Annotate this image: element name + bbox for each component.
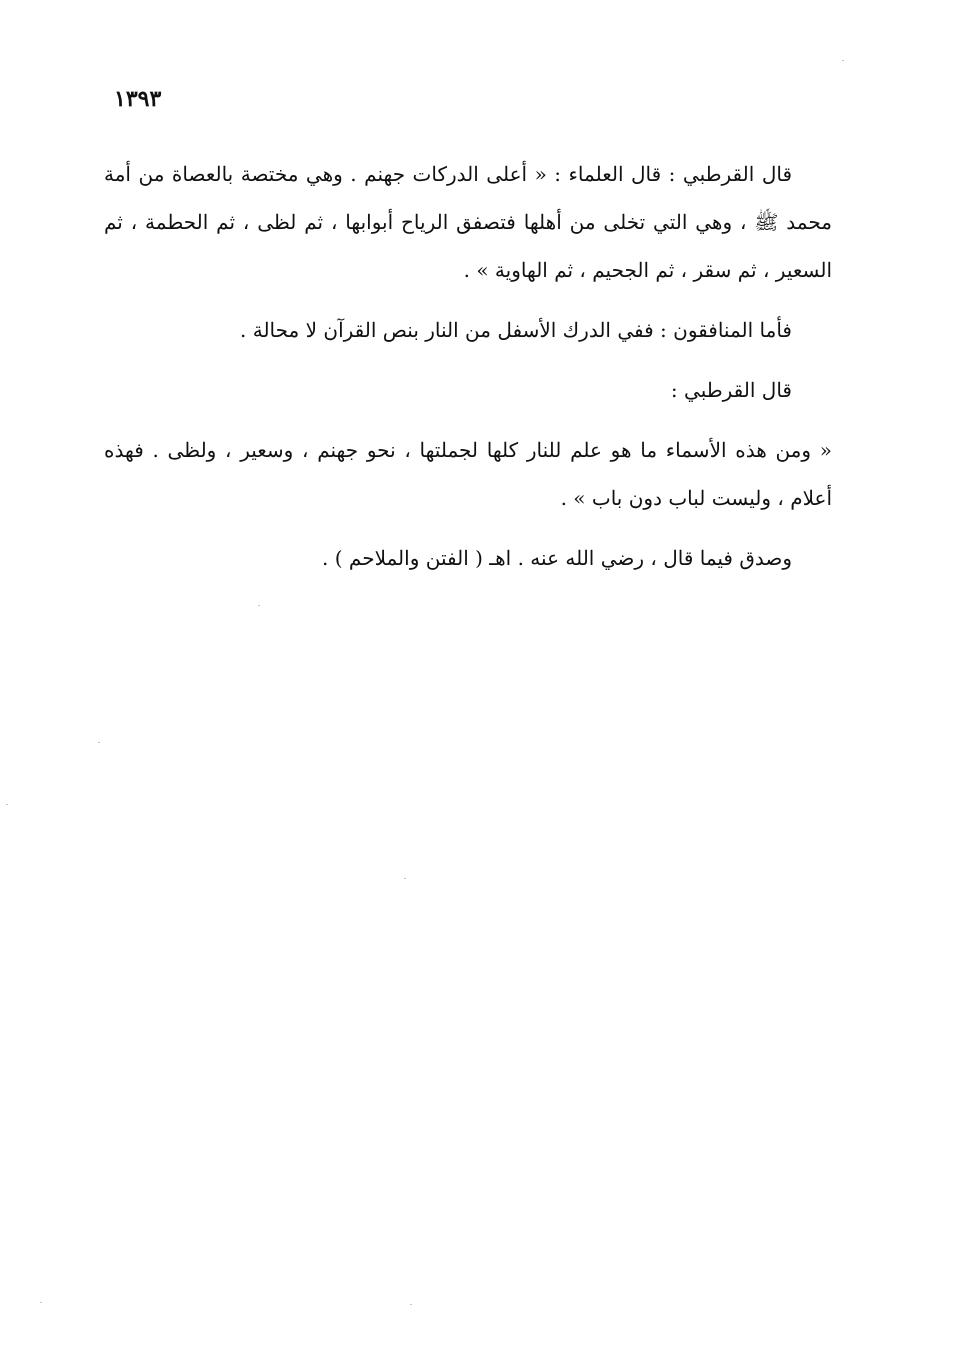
paragraph-4: « ومن هذه الأسماء ما هو علم للنار كلها لجملتها ، نحو جهنم ، وسعير ، ولظى . فهذه أعلام ، وليست لباب دون باب » . [104, 438, 832, 510]
scan-speck [98, 742, 100, 743]
body-text [104, 150, 832, 594]
paragraph-2: فأما المنافقون : ففي الدرك الأسفل من النار بنص القرآن لا محالة . [240, 318, 792, 342]
scan-speck [842, 60, 844, 61]
scan-speck [258, 605, 260, 606]
paragraph-1: قال القرطبي : قال العلماء : « أعلى الدركات جهنم . وهي مختصة بالعصاة من أمة محمد ﷺ ، وهي التي تخلى من أهلها فتصفق الرياح أبوابها ، ثم لظى ، ثم الحطمة ، ثم السعير ، ثم سقر ، ثم الجحيم ، ثم الهاوية » . [104, 162, 832, 282]
page-number: ١٣٩٣ [114, 86, 162, 112]
scan-speck [6, 804, 8, 805]
scan-speck [40, 1302, 42, 1303]
scan-speck [410, 1304, 412, 1305]
scan-speck [404, 878, 406, 879]
paragraph-3: قال القرطبي : [670, 378, 792, 402]
paragraph-5: وصدق فيما قال ، رضي الله عنه . اهـ ( الفتن والملاحم ) . [322, 546, 792, 570]
